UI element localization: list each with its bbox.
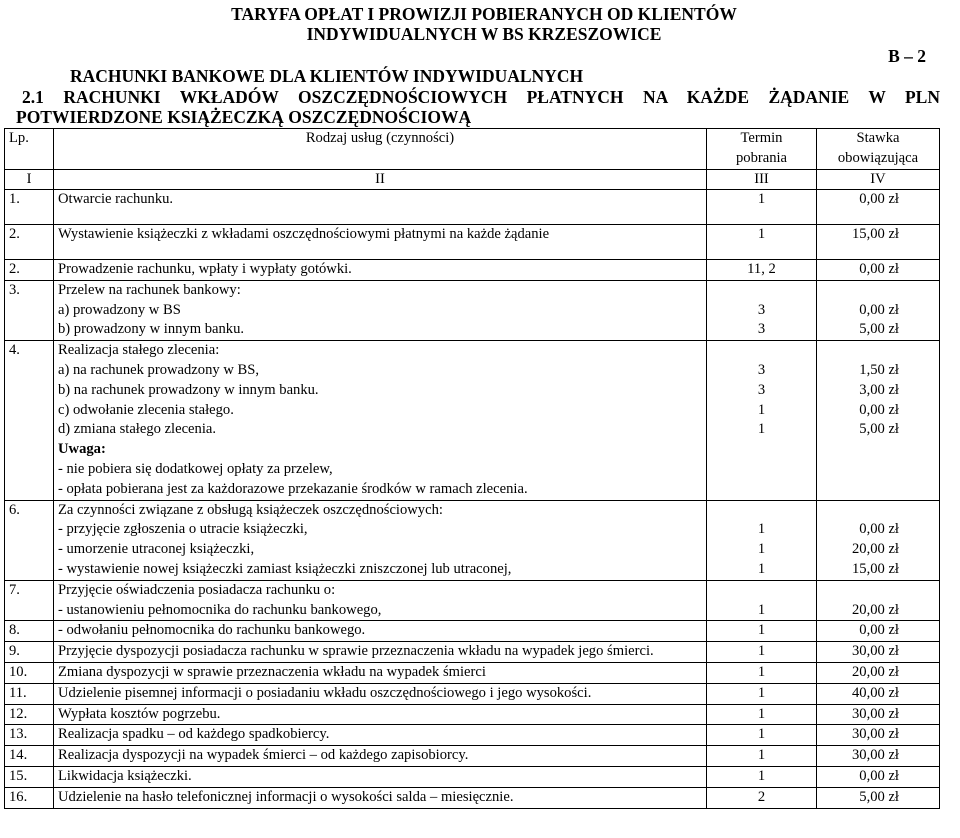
roman-3: III (707, 169, 817, 190)
term-value: 3 (757, 321, 766, 338)
header-lp: Lp. (5, 129, 54, 170)
service-line: Uwaga: (58, 441, 106, 458)
roman-4: IV (817, 169, 940, 190)
fee-value: 0,00 zł (859, 191, 899, 208)
row-service (54, 259, 707, 280)
service-line: a) prowadzony w BS (58, 301, 181, 318)
table-row (5, 642, 940, 663)
term-value: 1 (757, 401, 766, 418)
row-service (54, 642, 707, 663)
service-line: b) prowadzony w innym banku. (58, 321, 245, 338)
service-line: Wypłata kosztów pogrzebu. (58, 705, 221, 722)
table-row (5, 500, 940, 580)
term-value (711, 440, 812, 460)
row-lp: 11. (5, 683, 54, 704)
table-row (5, 683, 940, 704)
service-line: Przyjęcie dyspozycji posiadacza rachunku w sprawie przeznaczenia wkładu na wypadek jego śmierci. (58, 643, 654, 660)
fee-value: 0,00 zł (859, 622, 899, 639)
service-line: Realizacja stałego zlecenia: (58, 342, 220, 359)
fee-value: 20,00 zł (851, 663, 899, 680)
table-row (5, 725, 940, 746)
row-lp: 2. (5, 225, 54, 260)
term-value: 1 (757, 726, 766, 743)
term-value: 1 (757, 767, 766, 784)
table-row (5, 580, 940, 621)
term-value: 3 (757, 381, 766, 398)
section-title: RACHUNKI BANKOWE DLA KLIENTÓW INDYWIDUALNYCH (70, 66, 584, 86)
service-line: Udzielenie na hasło telefonicznej informacji o wysokości salda – miesięcznie. (58, 788, 514, 805)
header-term-line1: Termin (740, 130, 783, 146)
row-lp: 4. (5, 341, 54, 500)
header-row (5, 129, 940, 170)
header-term (707, 129, 817, 170)
row-service (54, 766, 707, 787)
table-row (5, 259, 940, 280)
header-rate (817, 129, 940, 170)
row-service (54, 662, 707, 683)
row-fee (817, 621, 940, 642)
term-value: 1 (757, 191, 766, 208)
subsection-title-line1: 2.1 RACHUNKI WKŁADÓW OSZCZĘDNOŚCIOWYCH PŁATNYCH NA KAŻDE ŻĄDANIE W PLN (22, 87, 940, 107)
roman-row (5, 169, 940, 190)
term-value (711, 501, 812, 521)
service-line: - wystawienie nowej książeczki zamiast książeczki zniszczonej lub utraconej, (58, 560, 512, 577)
row-lp: 16. (5, 787, 54, 808)
row-fee (817, 746, 940, 767)
table-row (5, 341, 940, 500)
row-term (707, 746, 817, 767)
row-fee (817, 725, 940, 746)
table-row (5, 746, 940, 767)
row-spacer (58, 210, 702, 224)
row-service (54, 280, 707, 340)
row-lp: 6. (5, 500, 54, 580)
row-fee (817, 683, 940, 704)
row-fee (817, 190, 940, 225)
row-lp: 9. (5, 642, 54, 663)
row-term (707, 500, 817, 580)
row-fee (817, 642, 940, 663)
service-line: Przyjęcie oświadczenia posiadacza rachunku o: (58, 581, 336, 598)
row-lp: 7. (5, 580, 54, 621)
term-value: 1 (757, 541, 766, 558)
table-row (5, 190, 940, 225)
term-value: 11, 2 (747, 260, 776, 277)
term-value (711, 480, 812, 500)
row-fee (817, 580, 940, 621)
fee-value: 30,00 zł (851, 726, 899, 743)
service-line: Za czynności związane z obsługą książeczek oszczędnościowych: (58, 501, 443, 518)
term-value (711, 341, 812, 361)
table-row (5, 704, 940, 725)
roman-1: I (5, 169, 54, 190)
row-term (707, 280, 817, 340)
row-term (707, 725, 817, 746)
service-line: c) odwołanie zlecenia stałego. (58, 401, 234, 418)
service-line: Udzielenie pisemnej informacji o posiadaniu wkładu oszczędnościowego i jego wysokości. (58, 684, 592, 701)
fee-value (821, 281, 899, 301)
table-row (5, 621, 940, 642)
row-term (707, 766, 817, 787)
term-value: 1 (757, 560, 766, 577)
row-fee (817, 500, 940, 580)
service-line: Zmiana dyspozycji w sprawie przeznaczenia wkładu na wypadek śmierci (58, 663, 486, 680)
service-line: Realizacja spadku – od każdego spadkobiercy. (58, 726, 330, 743)
row-service (54, 621, 707, 642)
term-value: 1 (757, 643, 766, 660)
service-line: Likwidacja książeczki. (58, 767, 192, 784)
fee-value: 30,00 zł (851, 747, 899, 764)
table-row (5, 225, 940, 260)
service-line: Wystawienie książeczki z wkładami oszczędnościowymi płatnymi na każde żądanie (58, 226, 550, 243)
row-service (54, 704, 707, 725)
row-spacer (58, 245, 702, 259)
row-fee (817, 280, 940, 340)
fee-value (821, 440, 899, 460)
fee-value: 5,00 zł (859, 788, 899, 805)
term-value: 3 (757, 301, 766, 318)
row-service (54, 225, 707, 260)
service-line: - umorzenie utraconej książeczki, (58, 541, 255, 558)
table-row (5, 766, 940, 787)
term-value: 3 (757, 361, 766, 378)
row-lp: 14. (5, 746, 54, 767)
term-value (711, 581, 812, 601)
table-code: B – 2 (888, 46, 926, 66)
subsection-title-line2: POTWIERDZONE KSIĄŻECZKĄ OSZCZĘDNOŚCIOWĄ (16, 107, 472, 127)
row-term (707, 225, 817, 260)
fee-value: 0,00 zł (859, 401, 899, 418)
row-service (54, 746, 707, 767)
service-line: - przyjęcie zgłoszenia o utracie książeczki, (58, 521, 308, 538)
fee-table-body (5, 190, 940, 808)
row-service (54, 725, 707, 746)
term-value: 1 (757, 663, 766, 680)
row-fee (817, 662, 940, 683)
fee-value: 30,00 zł (851, 643, 899, 660)
term-value: 1 (757, 421, 766, 438)
term-value (711, 281, 812, 301)
roman-2: II (54, 169, 707, 190)
service-line: - opłata pobierana jest za każdorazowe przekazanie środków w ramach zlecenia. (58, 480, 528, 497)
row-fee (817, 259, 940, 280)
row-lp: 15. (5, 766, 54, 787)
row-service (54, 683, 707, 704)
service-line: Otwarcie rachunku. (58, 191, 174, 208)
fee-value: 20,00 zł (851, 541, 899, 558)
row-fee (817, 787, 940, 808)
service-line: - odwołaniu pełnomocnika do rachunku bankowego. (58, 622, 366, 639)
fee-value: 30,00 zł (851, 705, 899, 722)
fee-value: 1,50 zł (859, 361, 899, 378)
row-term (707, 190, 817, 225)
row-service (54, 190, 707, 225)
row-term (707, 662, 817, 683)
fee-value: 20,00 zł (851, 601, 899, 618)
fee-value (821, 341, 899, 361)
document-title-line1: TARYFA OPŁAT I PROWIZJI POBIERANYCH OD KLIENTÓW (231, 4, 737, 24)
fee-value: 3,00 zł (859, 381, 899, 398)
fee-value: 5,00 zł (859, 421, 899, 438)
service-line: Prowadzenie rachunku, wpłaty i wypłaty gotówki. (58, 260, 352, 277)
row-term (707, 642, 817, 663)
row-term (707, 259, 817, 280)
fee-value: 5,00 zł (859, 321, 899, 338)
service-line: d) zmiana stałego zlecenia. (58, 421, 217, 438)
fee-value: 0,00 zł (859, 301, 899, 318)
fee-value: 0,00 zł (859, 521, 899, 538)
row-term (707, 580, 817, 621)
row-lp: 3. (5, 280, 54, 340)
service-line: Realizacja dyspozycji na wypadek śmierci – od każdego zapisobiorcy. (58, 747, 469, 764)
row-lp: 8. (5, 621, 54, 642)
fee-value: 15,00 zł (851, 226, 899, 243)
table-row (5, 280, 940, 340)
term-value: 2 (757, 788, 766, 805)
row-lp: 10. (5, 662, 54, 683)
table-row (5, 787, 940, 808)
service-line: - nie pobiera się dodatkowej opłaty za przelew, (58, 460, 333, 477)
row-service (54, 341, 707, 500)
row-term (707, 341, 817, 500)
row-term (707, 683, 817, 704)
term-value (711, 460, 812, 480)
subsection-title (16, 87, 940, 127)
term-value: 1 (757, 226, 766, 243)
header-term-line2: pobrania (735, 149, 788, 166)
fee-value: 0,00 zł (859, 767, 899, 784)
row-service (54, 580, 707, 621)
fee-value: 0,00 zł (859, 260, 899, 277)
document-title-line2: INDYWIDUALNYCH W BS KRZESZOWICE (306, 24, 662, 44)
table-row (5, 662, 940, 683)
header-rate-line2: obowiązująca (837, 149, 919, 166)
row-lp: 1. (5, 190, 54, 225)
term-value: 1 (757, 601, 766, 618)
row-service (54, 787, 707, 808)
row-fee (817, 766, 940, 787)
row-fee (817, 225, 940, 260)
service-line: a) na rachunek prowadzony w BS, (58, 361, 260, 378)
fee-value (821, 480, 899, 500)
service-line: b) na rachunek prowadzony w innym banku. (58, 381, 319, 398)
term-value: 1 (757, 622, 766, 639)
header-service: Rodzaj usług (czynności) (54, 129, 707, 170)
service-line: Przelew na rachunek bankowy: (58, 281, 241, 298)
row-term (707, 621, 817, 642)
row-fee (817, 341, 940, 500)
term-value: 1 (757, 747, 766, 764)
row-lp: 12. (5, 704, 54, 725)
fee-value (821, 460, 899, 480)
row-term (707, 704, 817, 725)
row-term (707, 787, 817, 808)
row-service (54, 500, 707, 580)
fee-value (821, 501, 899, 521)
service-line: - ustanowieniu pełnomocnika do rachunku bankowego, (58, 601, 382, 618)
fee-table (4, 128, 940, 809)
row-lp: 13. (5, 725, 54, 746)
term-value: 1 (757, 705, 766, 722)
term-value: 1 (757, 684, 766, 701)
row-lp: 2. (5, 259, 54, 280)
fee-value: 40,00 zł (851, 684, 899, 701)
term-value: 1 (757, 521, 766, 538)
fee-value (821, 581, 899, 601)
fee-value: 15,00 zł (851, 560, 899, 577)
header-rate-line1: Stawka (856, 130, 900, 146)
row-fee (817, 704, 940, 725)
